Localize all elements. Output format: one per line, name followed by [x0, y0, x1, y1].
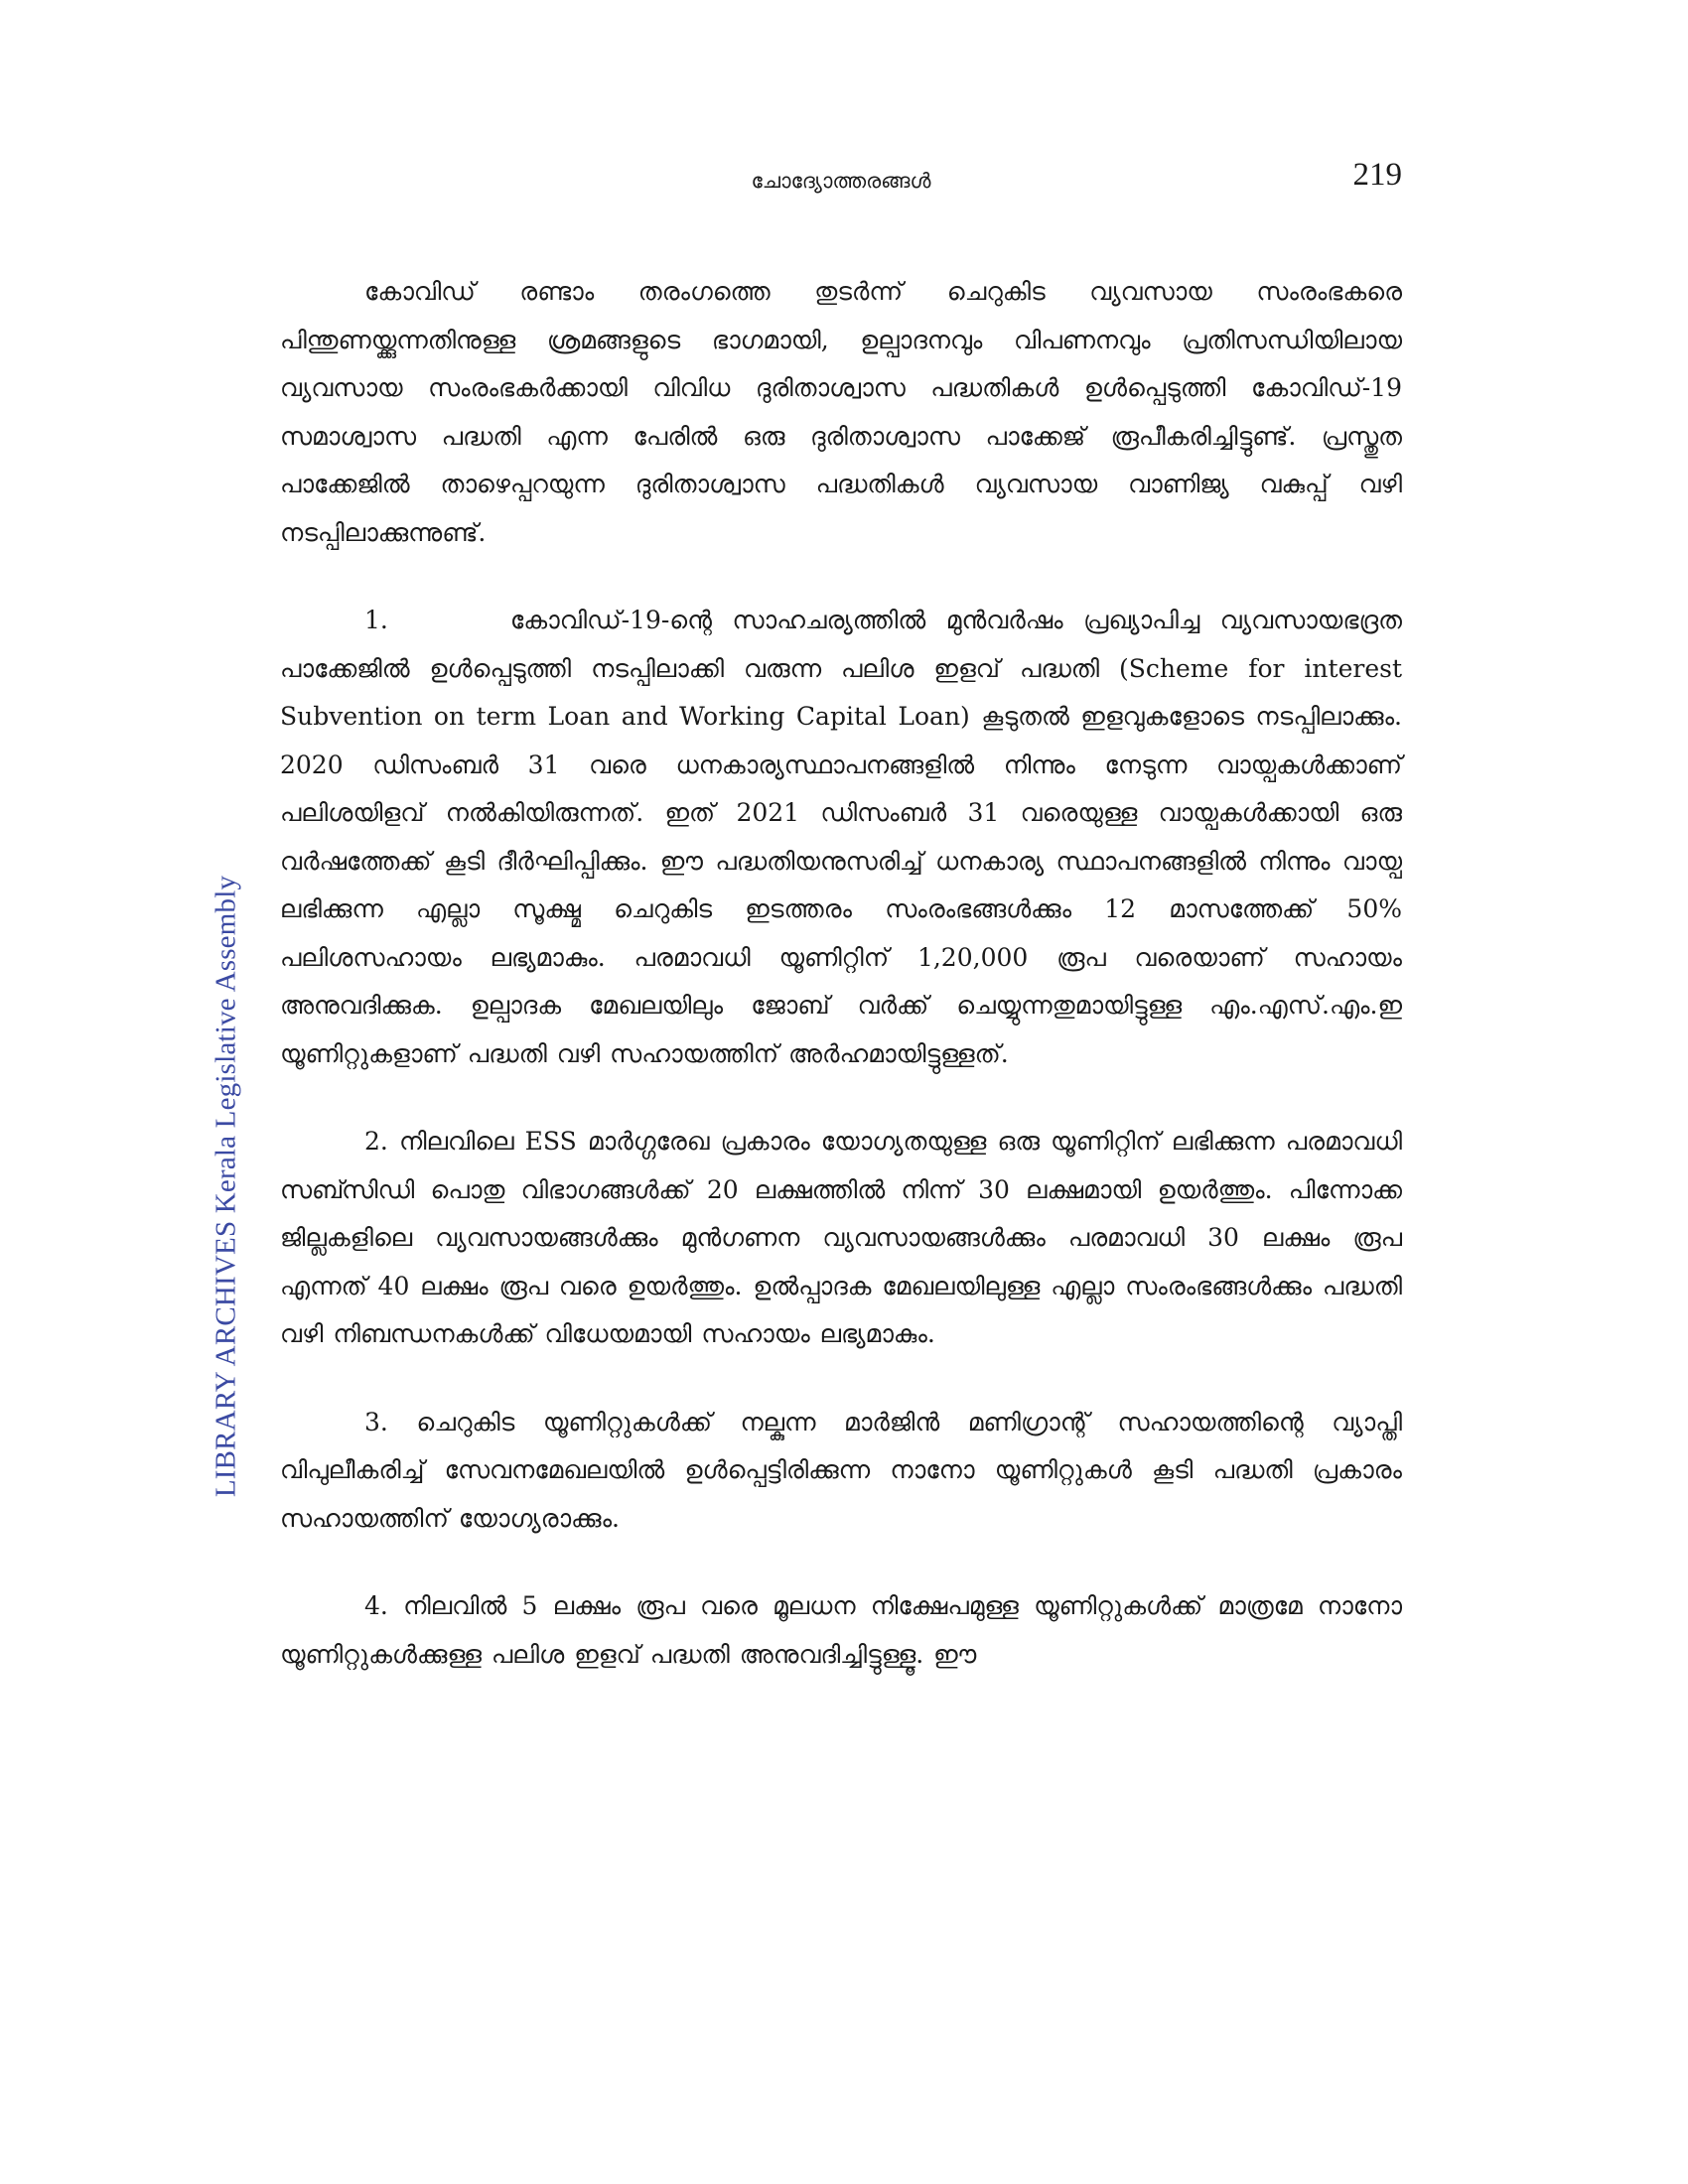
paragraph-intro: കോവിഡ് രണ്ടാം തരംഗത്തെ തുടർന്ന് ചെറുകിട വ്യവസായ സംരംഭകരെ പിന്തുണയ്ക്കുന്നതിനുള്ള ശ്രമങ്ങളുടെ ഭാഗമായി, ഉല്പാദനവും വിപണനവും പ്രതിസന്ധിയിലായ വ്യവസായ സംരംഭകർക്കായി വിവിധ ദുരിതാശ്വാസ പദ്ധതികൾ ഉൾപ്പെടുത്തി കോവിഡ്-19 സമാശ്വാസ പദ്ധതി എന്ന പേരിൽ ഒരു ദുരിതാശ്വാസ പാക്കേജ് രൂപീകരിച്ചിട്ടുണ്ട്. പ്രസ്തുത പാക്കേജിൽ താഴെപ്പറയുന്ന ദുരിതാശ്വാസ പദ്ധതികൾ വ്യവസായ വാണിജ്യ വകുപ്പ് വഴി നടപ്പിലാക്കുന്നുണ്ട്.: [280, 277, 1402, 547]
paragraph-item-3: 3. ചെറുകിട യൂണിറ്റുകൾക്ക് നല്കുന്ന മാർജിൻ മണിഗ്രാന്റ് സഹായത്തിന്റെ വ്യാപ്തി വിപുലീകരിച്ച് സേവനമേഖലയിൽ ഉൾപ്പെട്ടിരിക്കുന്ന നാനോ യൂണിറ്റുകൾ കൂടി പദ്ധതി പ്രകാരം സഹായത്തിന് യോഗ്യരാക്കും.: [280, 1407, 1402, 1533]
paragraph-item-2: 2. നിലവിലെ ESS മാർഗ്ഗരേഖ പ്രകാരം യോഗ്യതയുള്ള ഒരു യൂണിറ്റിന് ലഭിക്കുന്ന പരമാവധി സബ്സിഡി പൊതു വിഭാഗങ്ങൾക്ക് 20 ലക്ഷത്തിൽ നിന്ന് 30 ലക്ഷമായി ഉയർത്തും. പിന്നോക്ക ജില്ലകളിലെ വ്യവസായങ്ങൾക്കും മുൻഗണന വ്യവസായങ്ങൾക്കും പരമാവധി 30 ലക്ഷം രൂപ എന്നത് 40 ലക്ഷം രൂപ വരെ ഉയർത്തും. ഉൽപ്പാദക മേഖലയിലുള്ള എല്ലാ സംരംഭങ്ങൾക്കും പദ്ധതി വഴി നിബന്ധനകൾക്ക് വിധേയമായി സഹായം ലഭ്യമാകും.: [280, 1127, 1402, 1348]
paragraph-item-1: 1. കോവിഡ്-19-ന്റെ സാഹചര്യത്തിൽ മുൻവർഷം പ്രഖ്യാപിച്ച വ്യവസായഭദ്രത പാക്കേജിൽ ഉൾപ്പെടുത്തി നടപ്പിലാക്കി വരുന്ന പലിശ ഇളവ് പദ്ധതി (Scheme for interest Subvention on term Loan and Working Capital Loan) കൂടുതൽ ഇളവുകളോടെ നടപ്പിലാക്കും. 2020 ഡിസംബർ 31 വരെ ധനകാര്യസ്ഥാപനങ്ങളിൽ നിന്നും നേടുന്ന വായ്പകൾക്കാണ് പലിശയിളവ് നൽകിയിരുന്നത്. ഇത് 2021 ഡിസംബർ 31 വരെയുള്ള വായ്പകൾക്കായി ഒരു വർഷത്തേക്ക് കൂടി ദീർഘിപ്പിക്കും. ഈ പദ്ധതിയനുസരിച്ച് ധനകാര്യ സ്ഥാപനങ്ങളിൽ നിന്നും വായ്പ ലഭിക്കുന്ന എല്ലാ സൂക്ഷ്മ ചെറുകിട ഇടത്തരം സംരംഭങ്ങൾക്കും 12 മാസത്തേക്ക് 50% പലിശസഹായം ലഭ്യമാകും. പരമാവധി യൂണിറ്റിന് 1,20,000 രൂപ വരെയാണ് സഹായം അനുവദിക്കുക. ഉല്പാദക മേഖലയിലും ജോബ് വർക്ക് ചെയ്യുന്നതുമായിട്ടുള്ള എം.എസ്.എം.ഇ യൂണിറ്റുകളാണ് പദ്ധതി വഴി സഹായത്തിന് അർഹമായിട്ടുള്ളത്.: [280, 606, 1412, 1068]
page-body: [280, 268, 1412, 1718]
page-number: 219: [1352, 157, 1402, 193]
running-head: ചോദ്യോത്തരങ്ങൾ: [751, 169, 931, 193]
page-header: [280, 149, 1402, 208]
watermark: LIBRARY ARCHIVES Kerala Legislative Assembly: [210, 875, 242, 1498]
paragraph-item-4: 4. നിലവിൽ 5 ലക്ഷം രൂപ വരെ മൂലധന നിക്ഷേപമുള്ള യൂണിറ്റുകൾക്ക് മാത്രമേ നാനോ യൂണിറ്റുകൾക്കുള്ള പലിശ ഇളവ് പദ്ധതി അനുവദിച്ചിട്ടുള്ളൂ. ഈ: [280, 1591, 1402, 1669]
